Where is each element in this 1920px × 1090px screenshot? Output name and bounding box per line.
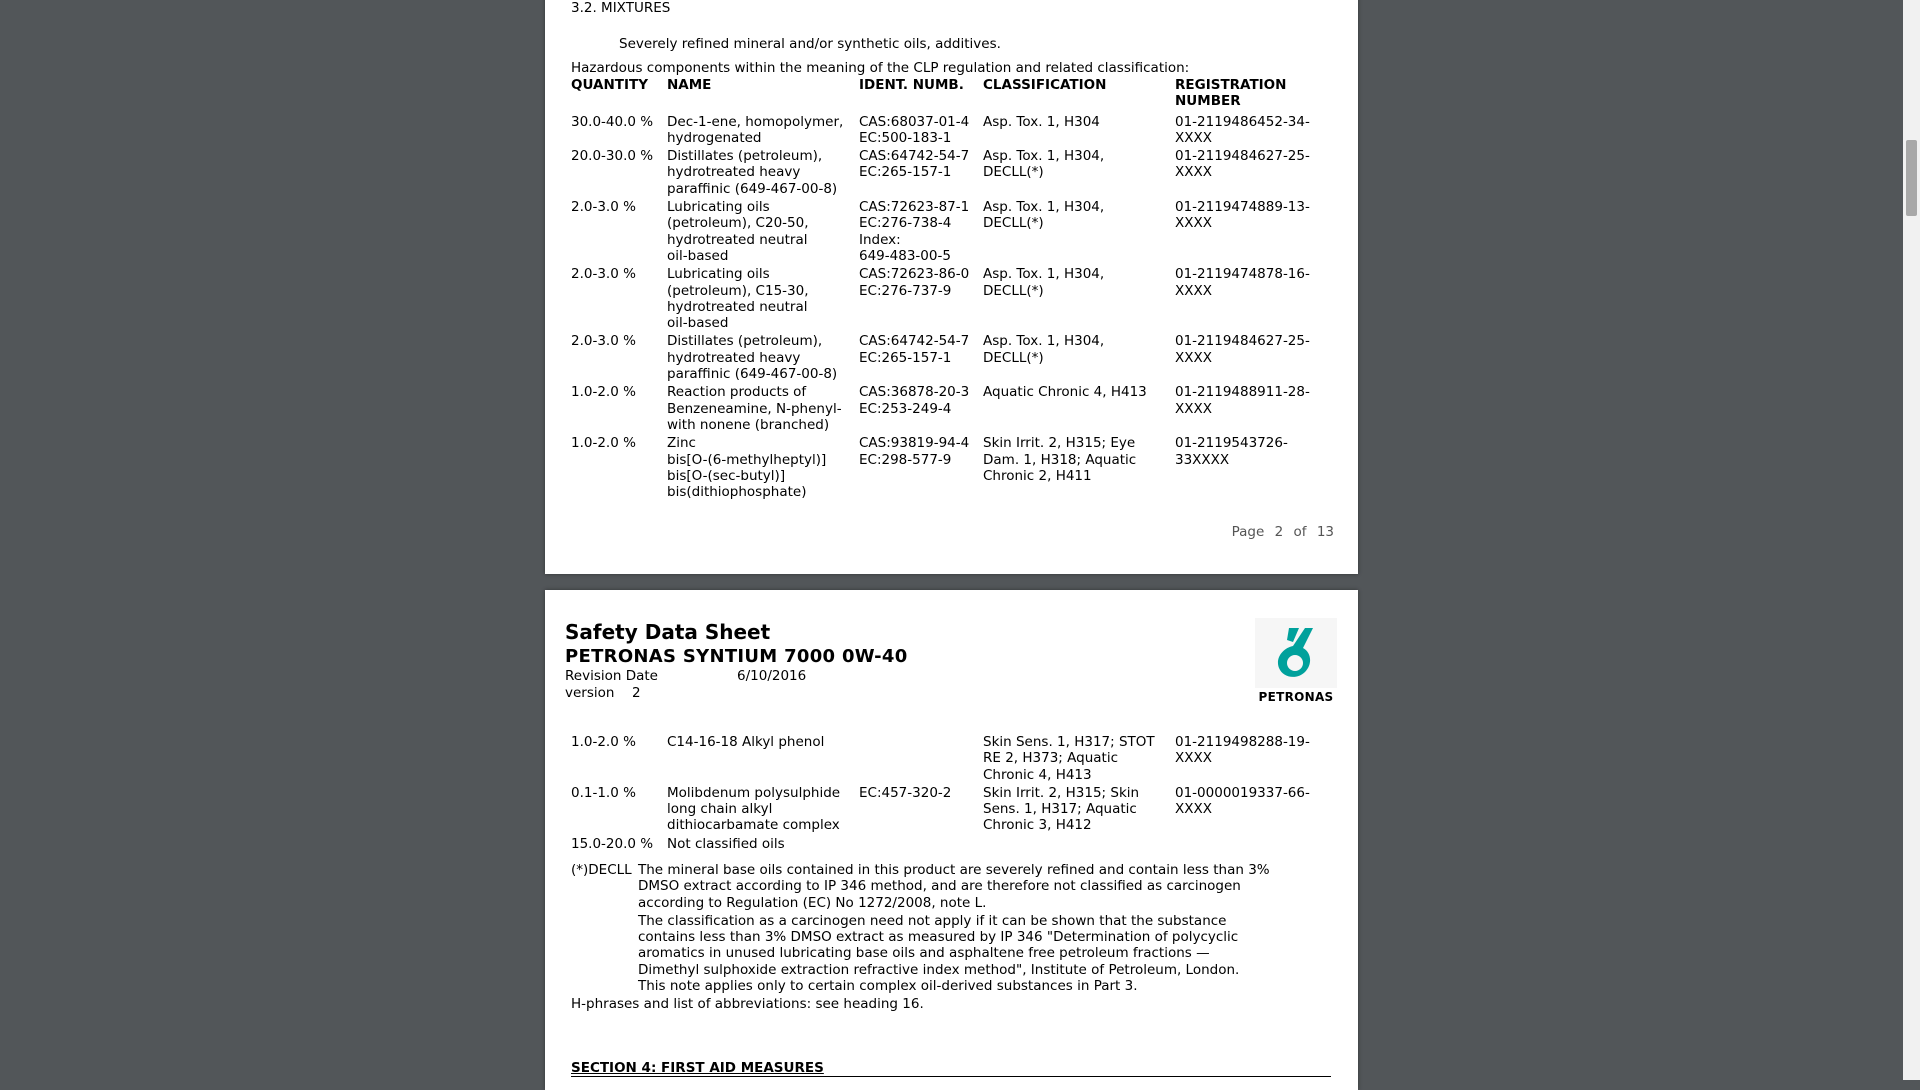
cell-name: Not classified oils [667,835,785,852]
cell-classification: Asp. Tox. 1, H304, DECLL(*) [983,266,1105,299]
cell-registration: 01-2119498288-19- XXXX [1175,734,1310,767]
cell-quantity: 15.0-20.0 % [571,835,654,852]
h-phrases-note: H-phrases and list of abbreviations: see heading 16. [571,996,924,1012]
cell-ident: CAS:68037-01-4 EC:500-183-1 [859,113,970,146]
cell-ident: CAS:64742-54-7 EC:265-157-1 [859,333,970,366]
note-paragraph-2: The classification as a carcinogen need not apply if it can be shown that the substance contains less than 3% DMSO extract as measured by IP 346 "Determination of polycyclic aromatics in unused lubricating base oils and asphaltene free petroleum fractions — Dimethyl sulphoxide extraction refractive index method", Institute of Petroleum, London. This note applies only to certain complex oil-derived substances in Part 3. [638,912,1240,995]
cell-classification: Asp. Tox. 1, H304, DECLL(*) [983,199,1105,232]
revision-label: Revision Date [565,668,658,684]
table-row [571,114,1325,149]
table-row [571,384,1325,435]
cell-quantity: 2.0-3.0 % [571,199,636,216]
page-of: of [1293,524,1307,540]
pdf-page-3 [545,590,1358,1090]
mixture-intro: Severely refined mineral and/or synthetic oils, additives. [619,36,1001,52]
cell-name: C14-16-18 Alkyl phenol [667,734,825,750]
cell-quantity: 0.1-1.0 % [571,784,636,801]
petronas-logo [1255,618,1337,706]
table-row [571,734,1325,785]
table-row [571,785,1325,836]
cell-ident [859,836,983,854]
table-row [571,266,1325,333]
cell-ident: CAS:93819-94-4 EC:298-577-9 [859,435,970,468]
page-label: Page [1231,524,1265,540]
cell-name: Distillates (petroleum), hydrotreated heavy paraffinic (649-467-00-8) [667,333,838,383]
cell-classification: Asp. Tox. 1, H304, DECLL(*) [983,333,1105,366]
section-heading: 3.2. MIXTURES [571,0,671,16]
cell-registration: 01-0000019337-66- XXXX [1175,784,1310,818]
cell-name: Distillates (petroleum), hydrotreated heavy paraffinic (649-467-00-8) [667,148,838,197]
cell-quantity: 1.0-2.0 % [571,734,636,750]
section-4-heading: SECTION 4: FIRST AID MEASURES [571,1060,1331,1077]
petronas-drop-icon [1255,618,1337,688]
product-name: PETRONAS SYNTIUM 7000 0W-40 [565,646,908,667]
cell-name: Dec-1-ene, homopolymer, hydrogenated [667,113,844,146]
decll-note [571,862,1271,996]
pdf-page-2 [545,0,1358,574]
cell-quantity: 2.0-3.0 % [571,266,636,283]
table-row [571,148,1325,199]
header-quantity: QUANTITY [571,77,648,93]
cell-ident: CAS:72623-87-1 EC:276-738-4 Index: 649-483-00-5 [859,199,970,264]
cell-classification: Skin Sens. 1, H317; STOT RE 2, H373; Aquatic Chronic 4, H413 [983,734,1155,783]
components-table-continued [571,734,1325,854]
cell-ident: CAS:64742-54-7 EC:265-157-1 [859,148,970,181]
cell-registration: 01-2119543726- 33XXXX [1175,435,1288,468]
cell-quantity: 30.0-40.0 % [571,113,654,130]
cell-registration: 01-2119488911-28- XXXX [1175,384,1310,417]
version-value: 2 [632,685,641,701]
scrollbar-thumb[interactable] [1906,140,1917,216]
header-ident: IDENT. NUMB. [859,77,964,93]
table-row [571,333,1325,384]
cell-classification: Asp. Tox. 1, H304, DECLL(*) [983,148,1105,181]
revision-date: 6/10/2016 [737,668,807,684]
header-classification: CLASSIFICATION [983,77,1107,93]
cell-quantity: 1.0-2.0 % [571,384,636,401]
version-label: version [565,685,615,701]
page-number [1226,524,1334,540]
cell-quantity: 20.0-30.0 % [571,148,654,165]
table-header-row [571,77,1325,114]
cell-registration: 01-2119484627-25- XXXX [1175,333,1310,366]
cell-registration: 01-2119474889-13- XXXX [1175,199,1310,232]
cell-classification: Asp. Tox. 1, H304 [983,113,1100,130]
cell-registration: 01-2119484627-25- XXXX [1175,148,1310,181]
table-row [571,836,1325,854]
cell-classification: Skin Irrit. 2, H315; Skin Sens. 1, H317; Aquatic Chronic 3, H412 [983,784,1140,834]
cell-ident [859,734,983,785]
cell-registration [1175,836,1325,854]
logo-text: PETRONAS [1258,690,1334,704]
cell-classification [983,836,1175,854]
cell-name: Lubricating oils (petroleum), C20-50, hydrotreated neutral oil-based [667,199,809,264]
cell-ident: CAS:72623-86-0 EC:276-737-9 [859,266,970,299]
cell-registration: 01-2119486452-34- XXXX [1175,113,1310,146]
header-registration: REGISTRATION NUMBER [1175,77,1287,110]
cell-name: Reaction products of Benzeneamine, N-phenyl- with nonene (branched) [667,384,842,433]
scrollbar[interactable] [1903,0,1920,1080]
page-current: 2 [1274,524,1284,540]
header-name: NAME [667,77,712,93]
components-table [571,77,1325,502]
cell-quantity: 2.0-3.0 % [571,333,636,350]
cell-quantity: 1.0-2.0 % [571,435,636,452]
table-row [571,435,1325,502]
hazard-line: Hazardous components within the meaning of the CLP regulation and related classification: [571,60,1190,76]
cell-classification: Skin Irrit. 2, H315; Eye Dam. 1, H318; Aquatic Chronic 2, H411 [983,435,1137,484]
note-label: (*)DECLL [571,862,632,878]
note-paragraph-1: The mineral base oils contained in this product are severely refined and contain less than 3% DMSO extract according to IP 346 method, and are therefore not classified as carcinogen according to Regulation (EC) No 1272/2008, note L. [638,862,1270,911]
cell-name: Lubricating oils (petroleum), C15-30, hydrotreated neutral oil-based [667,266,809,332]
cell-registration: 01-2119474878-16- XXXX [1175,266,1310,299]
document-title: Safety Data Sheet [565,620,771,644]
cell-ident: CAS:36878-20-3 EC:253-249-4 [859,384,970,417]
cell-classification: Aquatic Chronic 4, H413 [983,384,1147,401]
cell-name: Zinc bis[O-(6-methylheptyl)] bis[O-(sec-butyl)] bis(dithiophosphate) [667,435,827,501]
page-total: 13 [1316,524,1334,540]
table-row [571,199,1325,266]
cell-ident: EC:457-320-2 [859,784,952,801]
cell-name: Molibdenum polysulphide long chain alkyl dithiocarbamate complex [667,784,841,834]
